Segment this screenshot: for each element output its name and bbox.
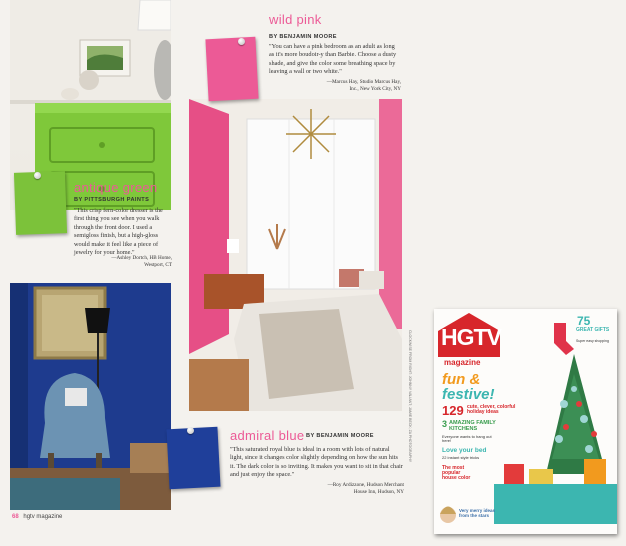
antique-green-credit-line1: —Ashley Dortch, HB Home, [111,255,172,261]
cover-headline-1: fun & [442,371,481,388]
magazine-cover [434,309,617,534]
cover-count: 129 [442,403,464,418]
cover-kitchens-sub: Everyone wants to hang out here! [442,434,492,443]
wild-pink-credit-line2: Inc., New York City, NY [349,85,401,92]
antique-green-title: antique green [74,180,158,195]
green-paint-swatch [14,171,67,235]
admiral-blue-byline: BY BENJAMIN MOORE [306,433,374,439]
photo-credits: CLOCKWISE FROM RIGHT: JOHNNY VALIANT; JAMIE BECK; ZA PHOTOGRAPHY [408,330,412,463]
blue-swatch-pin [187,427,194,434]
green-swatch-pin [34,172,41,179]
cover-count-text: cute, clever, colorful holiday ideas [467,404,516,415]
cover-gifts-number: 75 [577,314,591,328]
wild-pink-credit-line1: —Marcus Hay, Studio Marcus Hay, [326,79,401,85]
antique-green-credit-line2: Westport, CT [144,261,172,268]
cover-headline-2: festive! [442,386,495,403]
cover-bed-title: Love your bed [442,447,487,454]
cover-kitchens-number: 3 [442,419,448,429]
admiral-blue-credit-line2: House Inn, Hudson, NY [353,488,404,495]
antique-green-byline: BY PITTSBURGH PAINTS [74,197,150,203]
page-footer [12,514,62,520]
cover-merry-text: Very merry ideas from the stars [459,508,496,518]
pink-swatch-pin [238,38,245,45]
cover-logo-sub: magazine [444,358,481,367]
cover-gifts-sub: Super easy shopping [576,339,609,343]
page-number: 68 [12,514,19,520]
wild-pink-byline: BY BENJAMIN MOORE [269,34,337,40]
cover-kitchens-title: AMAZING FAMILY KITCHENS [449,420,496,432]
publication-name: hgtv magazine [23,514,63,520]
antique-green-quote: "This crisp fern-color dresser is the first thing you see when you walk through the front door. I used a semigloss finish, but a high-gloss would make it feel like a piece of jewelry for your home." [74,207,163,257]
admiral-blue-quote: "This saturated royal blue is ideal in a room with lots of natural light, since it changes color slightly depending on how the sun hits it. The dark color is so inviting. It makes you want to sit in that chair and just enjoy the space." [230,446,403,479]
cover-logo: HGTV [441,324,501,350]
blue-room-photo [10,283,171,510]
wild-pink-credit [290,79,401,93]
cover-bed-sub: 22 instant style tricks [442,455,480,460]
admiral-blue-credit-line1: —Roy Ardizzone, Hudson Merchant [327,482,404,488]
cover-popular-title: The most popular house color [442,465,471,481]
antique-green-credit [74,255,172,269]
admiral-blue-credit [270,482,404,496]
pink-bedroom-photo [189,99,402,411]
blue-paint-swatch [166,427,220,490]
wild-pink-title: wild pink [269,12,322,27]
wild-pink-quote: "You can have a pink bedroom as an adult as long as it's more boudoir-y than Barbie. Choose a dusty shade, and give the color some breathing space by leaving a wall or two white." [269,43,397,76]
cover-gifts-label: GREAT GIFTS [576,327,610,333]
admiral-blue-title: admiral blue [230,428,305,443]
pink-paint-swatch [205,37,258,102]
